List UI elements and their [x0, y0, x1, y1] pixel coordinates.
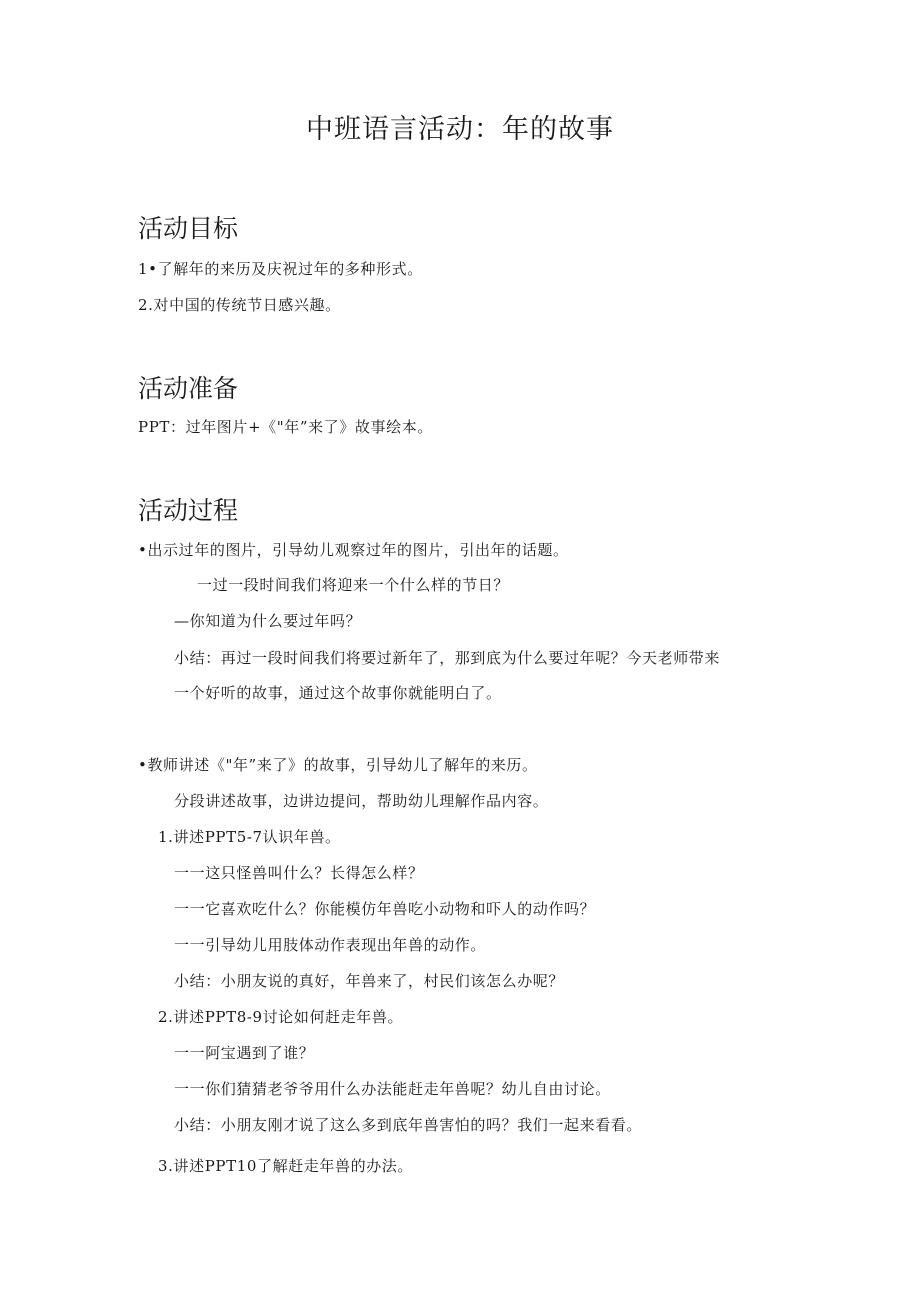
goal-item-1: 1•了解年的来历及庆祝过年的多种形式。 — [138, 260, 423, 278]
process-line: 小结：再过一段时间我们将要过新年了，那到底为什么要过年呢？今天老师带来 — [174, 649, 721, 667]
process-line: —你知道为什么要过年吗？ — [174, 612, 362, 630]
prep-item-1: PPT：过年图片+《"年”来了》故事绘本。 — [138, 418, 433, 436]
process-line: 3.讲述PPT10了解赶走年兽的办法。 — [158, 1157, 413, 1175]
heading-activity-prep: 活动准备 — [138, 374, 239, 403]
heading-activity-goals: 活动目标 — [138, 214, 239, 243]
process-line: •教师讲述《"年”来了》的故事，引导幼儿了解年的来历。 — [138, 756, 538, 774]
process-line: 小结：小朋友说的真好，年兽来了，村民们该怎么办呢？ — [174, 972, 565, 990]
heading-activity-process: 活动过程 — [138, 496, 239, 525]
process-line: 一一你们猜猜老爷爷用什么办法能赶走年兽呢？幼儿自由讨论。 — [174, 1080, 611, 1098]
process-line: 一一这只怪兽叫什么？长得怎么样？ — [174, 864, 424, 882]
goal-item-2: 2.对中国的传统节日感兴趣。 — [138, 296, 341, 314]
process-line: 一一阿宝遇到了谁？ — [174, 1044, 315, 1062]
process-line: 一一它喜欢吃什么？你能模仿年兽吃小动物和吓人的动作吗？ — [174, 900, 596, 918]
process-line: 2.讲述PPT8-9讨论如何赶走年兽。 — [158, 1008, 404, 1026]
process-line: 小结：小朋友刚才说了这么多到底年兽害怕的吗？我们一起来看看。 — [174, 1116, 643, 1134]
document-title: 中班语言活动：年的故事 — [306, 114, 614, 145]
process-line: 1.讲述PPT5-7认识年兽。 — [158, 828, 341, 846]
process-line: 分段讲述故事，边讲边提问，帮助幼儿理解作品内容。 — [174, 792, 549, 810]
process-line: 一过一段时间我们将迎来一个什么样的节日？ — [197, 576, 510, 594]
process-line: 一个好听的故事，通过这个故事你就能明白了。 — [174, 684, 502, 702]
process-line: 一一引导幼儿用肢体动作表现出年兽的动作。 — [174, 936, 487, 954]
process-line: •出示过年的图片，引导幼儿观察过年的图片，引出年的话题。 — [138, 541, 569, 559]
